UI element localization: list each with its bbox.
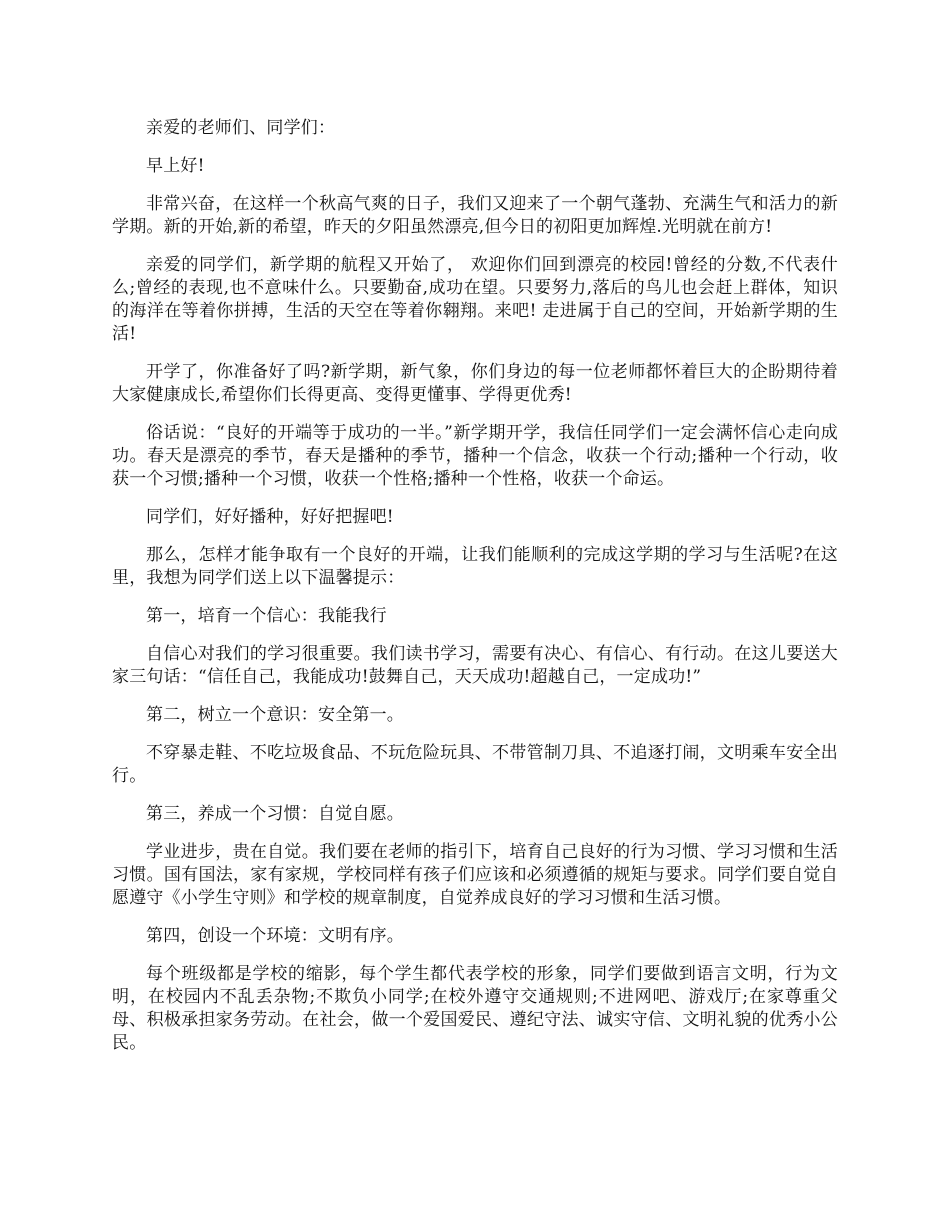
paragraph-safety: 不穿暴走鞋、不吃垃圾食品、不玩危险玩具、不带管制刀具、不追逐打闹，文明乘车安全出行。 — [112, 743, 838, 786]
paragraph-civility: 每个班级都是学校的缩影，每个学生都代表学校的形象，同学们要做到语言文明，行为文明，在校园内不乱丢杂物;不欺负小同学;在校外遵守交通规则;不进网吧、游戏厅;在家尊重父母、积极承担家务劳动。在社会，做一个爱国爱民、遵纪守法、诚实守信、文明礼貌的优秀小公民。 — [112, 964, 838, 1053]
heading-third: 第三，养成一个习惯：自觉自愿。 — [146, 804, 404, 824]
paragraph-confidence: 自信心对我们的学习很重要。我们读书学习，需要有决心、有信心、有行动。在这儿要送大家三句话：“信任自己，我能成功!鼓舞自己，天天成功!超越自己，一定成功!” — [112, 644, 838, 687]
heading-first: 第一，培育一个信心：我能我行 — [146, 606, 387, 626]
paragraph-welcome: 亲爱的同学们，新学期的航程又开始了， 欢迎你们回到漂亮的校园!曾经的分数,不代表什么;曾经的表现,也不意味什么。只要勤奋,成功在望。只要努力,落后的鸟儿也会赶上群体，知识的海洋在等着你拼搏，生活的天空在等着你翱翔。来吧! 走进属于自己的空间，开始新学期的生活! — [112, 255, 838, 344]
paragraph-tips-intro: 那么，怎样才能争取有一个良好的开端，让我们能顺利的完成这学期的学习与生活呢?在这里，我想为同学们送上以下温馨提示： — [112, 545, 838, 588]
paragraph-intro: 非常兴奋，在这样一个秋高气爽的日子，我们又迎来了一个朝气蓬勃、充满生气和活力的新学期。新的开始,新的希望，昨天的夕阳虽然漂亮,但今日的初阳更加辉煌.光明就在前方! — [112, 194, 838, 237]
paragraph-sow: 同学们，好好播种，好好把握吧! — [146, 507, 394, 527]
paragraph-ready: 开学了，你准备好了吗?新学期，新气象，你们身边的每一位老师都怀着巨大的企盼期待着大家健康成长,希望你们长得更高、变得更懂事、学得更优秀! — [112, 362, 838, 405]
heading-second: 第二，树立一个意识：安全第一。 — [146, 705, 404, 725]
paragraph-habits: 学业进步，贵在自觉。我们要在老师的指引下，培育自己良好的行为习惯、学习习惯和生活习惯。国有国法，家有家规，学校同样有孩子们应该和必须遵循的规矩与要求。同学们要自觉自愿遵守《小学生守则》和学校的规章制度，自觉养成良好的学习习惯和生活习惯。 — [112, 842, 838, 908]
document-body — [112, 117, 838, 1070]
paragraph-proverb: 俗话说：“良好的开端等于成功的一半。”新学期开学，我信任同学们一定会满怀信心走向成功。春天是漂亮的季节，春天是播种的季节，播种一个信念，收获一个行动;播种一个行动，收获一个习惯;播种一个习惯，收获一个性格;播种一个性格，收获一个命运。 — [112, 423, 838, 489]
greeting-morning: 早上好! — [146, 156, 205, 176]
heading-fourth: 第四，创设一个环境：文明有序。 — [146, 926, 404, 946]
greeting-salutation: 亲爱的老师们、同学们： — [146, 118, 336, 138]
